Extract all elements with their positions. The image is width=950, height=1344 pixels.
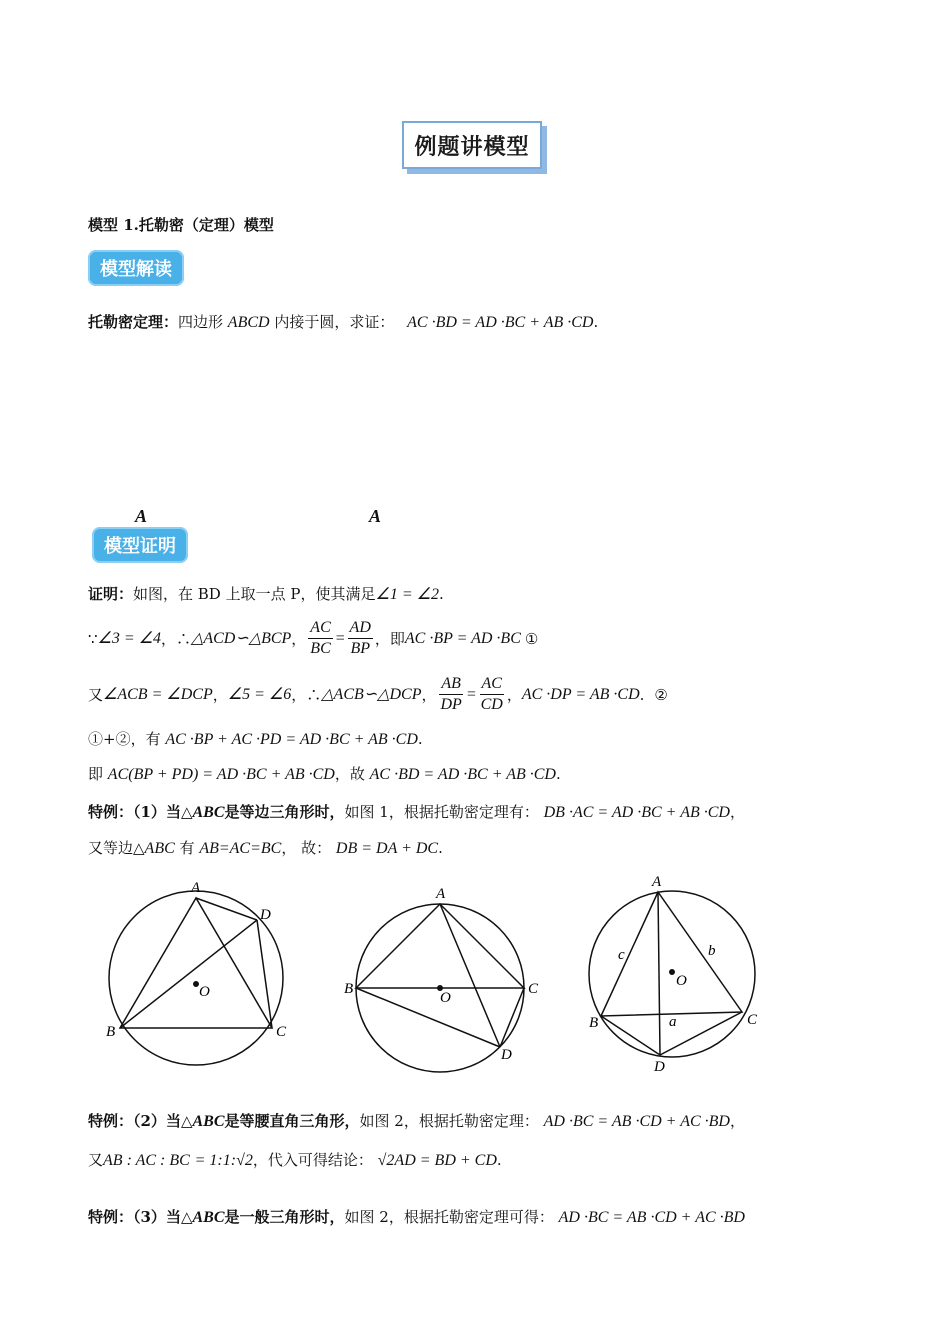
special3-text: 如图 2，根据托勒密定理可得： — [344, 1208, 554, 1226]
proof-l1-math: ∠1 = ∠2 — [375, 586, 439, 603]
proof-l1-end: . — [438, 585, 444, 603]
fig3-label-c: C — [747, 1012, 758, 1028]
special2-l2-end: . — [496, 1151, 502, 1169]
proof-l2-math2: △ACD∽△BCP — [191, 629, 292, 647]
figure-1 — [106, 880, 287, 1065]
fig3-center-dot — [669, 969, 675, 975]
fig1-circle — [109, 891, 283, 1065]
special1-formula: DB ·AC = AD ·BC + AB ·CD — [543, 804, 730, 821]
special3-formula: AD ·BC = AB ·CD + AC ·BD — [558, 1209, 745, 1226]
fraction-denominator: CD — [480, 696, 503, 713]
proof-l2-math3: AC ·BP = AD ·BC — [404, 629, 521, 647]
because-symbol: ∵ — [88, 629, 98, 648]
model-heading: 模型 1.托勒密（定理）模型 — [88, 216, 274, 234]
proof-l5-math2: AC ·BD = AD ·BC + AB ·CD — [369, 766, 556, 783]
stray-mark-2: A — [369, 506, 382, 526]
special1-l2-end: . — [438, 839, 443, 857]
special1-l2-formula: DB = DA + DC — [335, 840, 439, 857]
special2-end: ， — [729, 1112, 745, 1130]
theorem-label: 托勒密定理： — [88, 313, 179, 331]
special2-formula: AD ·BC = AB ·CD + AC ·BD — [543, 1113, 730, 1130]
theorem-formula: AC ·BD = AD ·BC + AB ·CD — [407, 314, 594, 331]
proof-label: 证明： — [88, 585, 134, 603]
section-title-box — [402, 121, 542, 169]
section-title: 例题讲模型 — [414, 134, 530, 160]
fraction-ac-bc — [308, 618, 332, 659]
special2-line-2 — [88, 1150, 502, 1171]
circled-one-mark: ① — [524, 629, 539, 648]
model-read-badge: 模型解读 — [88, 250, 184, 286]
proof-l1-text: 如图，在 BD 上取一点 P，使其满足 — [133, 585, 376, 603]
proof-l5-gu: ，故 — [334, 765, 365, 783]
fig3-label-side-c: c — [618, 947, 625, 963]
fig3-label-b: B — [589, 1015, 599, 1031]
proof-l3-sep2: ， — [421, 685, 437, 704]
theorem-line — [88, 312, 598, 333]
circled-two-mark: ② — [654, 685, 668, 704]
theorem-quad: ABCD — [227, 314, 270, 331]
special1-tri: ABC — [192, 804, 225, 821]
proof-l4-end: . — [417, 730, 423, 748]
proof-l2-therefore: ，∴ — [161, 629, 192, 648]
fig3-label-side-b: b — [708, 943, 716, 959]
proof-line-4 — [88, 729, 423, 750]
special3-cond: 是一般三角形时， — [224, 1208, 345, 1226]
proof-l3-math3: △ACB∽△DCP — [321, 685, 422, 703]
fig2-label-d: D — [501, 1047, 512, 1063]
proof-l3-math2: ∠5 = ∠6 — [227, 685, 292, 703]
fraction-ac-cd — [479, 674, 505, 715]
figure-3 — [589, 874, 758, 1075]
fig1-label-b: B — [106, 1024, 116, 1040]
proof-l5-ji: 即 — [88, 765, 104, 783]
proof-l4-text: ①+②，有 — [88, 730, 161, 748]
special2-l2-val: = 1:1:√2 — [194, 1152, 253, 1169]
special1-line-2 — [88, 838, 443, 859]
fraction-numerator: AB — [439, 674, 463, 695]
fig1-segment-bd — [120, 920, 257, 1028]
proof-line-2: ∵ ∠3 = ∠4 ，∴ △ACD∽△BCP ， $\frac{AC}{BC}$ = $\frac{AD}{BP}$ ，即 AC ·BP = AD ·BC ① — [88, 619, 539, 657]
proof-line-1 — [88, 584, 444, 605]
proof-line-5 — [88, 764, 561, 785]
proof-l5-math1: AC(BP + PD) = AD ·BC + AB ·CD — [107, 766, 335, 783]
special2-label: 特例：（2）当△ — [88, 1112, 193, 1130]
special2-l2-formula: √2AD = BD + CD — [377, 1152, 497, 1169]
fig1-label-c: C — [276, 1024, 287, 1040]
proof-l3-end: . — [639, 685, 645, 704]
fraction-denominator: DP — [440, 696, 462, 713]
special2-text: 如图 2，根据托勒密定理： — [359, 1112, 539, 1130]
fig3-segment-ad — [658, 892, 660, 1055]
fig3-label-side-a: a — [669, 1014, 677, 1030]
fraction-ab-dp — [438, 674, 463, 715]
special2-line-1 — [88, 1111, 745, 1132]
special3-tri: ABC — [192, 1209, 225, 1226]
proof-l3-sep1: ， — [212, 685, 228, 704]
proof-l3-you: 又 — [88, 685, 104, 704]
fig1-label-a: A — [191, 880, 201, 896]
proof-l4-math: AC ·BP + AC ·PD = AD ·BC + AB ·CD — [165, 731, 418, 748]
fig1-label-o: O — [199, 984, 210, 1000]
special1-line-1 — [88, 802, 745, 823]
fraction-denominator: BP — [350, 640, 370, 657]
theorem-end: . — [593, 313, 599, 331]
stray-mark-1: A — [135, 506, 148, 526]
special2-l2-a: 又 — [88, 1151, 104, 1169]
special1-label: 特例：（1）当△ — [88, 803, 193, 821]
fig1-segment-dc — [257, 920, 272, 1028]
proof-l2-sep: ， — [291, 629, 307, 648]
proof-l3-sep3: ， — [506, 685, 522, 704]
theorem-text-b: 内接于圆，求证： — [269, 313, 395, 331]
special1-l2-tri: ABC — [144, 840, 175, 857]
special1-l2-b: 有 — [174, 839, 200, 857]
proof-l3-math4: AC ·DP = AB ·CD — [521, 685, 640, 703]
special1-text: 如图 1，根据托勒密定理有： — [344, 803, 539, 821]
special2-l2-b: ，代入可得结论： — [252, 1151, 373, 1169]
special1-cond: 是等边三角形时， — [224, 803, 345, 821]
proof-line-3: 又 ∠ACB = ∠DCP ， ∠5 = ∠6 ，∴ △ACB∽△DCP ， $\frac{AB}{DP}$ = $\frac{AC}{CD}$ ， AC ·DP = AB ·CD . ② — [88, 675, 668, 713]
fig2-label-a: A — [436, 886, 446, 902]
proof-l3-math1: ∠ACB = ∠DCP — [103, 685, 213, 703]
fraction-numerator: AD — [348, 618, 373, 639]
proof-l2-math1: ∠3 = ∠4 — [97, 629, 162, 647]
special3-line-1 — [88, 1207, 745, 1228]
fig2-triangle — [356, 904, 524, 988]
special1-l2-eq: AB=AC=BC — [199, 840, 282, 857]
fraction-numerator: AC — [308, 618, 332, 639]
model-proof-badge: 模型证明 — [92, 527, 188, 563]
fraction-ad-bp — [348, 618, 373, 659]
fig3-label-a: A — [652, 874, 662, 890]
special2-tri: ABC — [192, 1113, 225, 1130]
special1-l2-a: 又等边△ — [88, 839, 145, 857]
fig2-segment-cd — [500, 988, 524, 1047]
special3-label: 特例：（3）当△ — [88, 1208, 193, 1226]
fig2-label-o: O — [440, 990, 451, 1006]
fig1-label-d: D — [260, 907, 271, 923]
fraction-numerator: AC — [480, 674, 504, 695]
special2-cond: 是等腰直角三角形， — [224, 1112, 360, 1130]
proof-l3-therefore: ，∴ — [291, 685, 322, 704]
figure-2 — [344, 886, 539, 1072]
figures-area — [0, 870, 950, 1080]
special2-l2-ratio: AB : AC : BC — [103, 1152, 190, 1169]
theorem-text-a: 四边形 — [178, 313, 228, 331]
proof-l5-end: . — [555, 765, 561, 783]
fraction-denominator: BC — [310, 640, 331, 657]
special1-l2-c: ， 故： — [281, 839, 332, 857]
fig2-label-c: C — [528, 981, 539, 997]
fig3-label-o: O — [676, 973, 687, 989]
fig3-segment-bd — [601, 1016, 660, 1055]
proof-l2-ji: ，即 — [374, 629, 405, 648]
special1-end: ， — [729, 803, 745, 821]
fig3-label-d: D — [654, 1059, 665, 1075]
fig2-label-b: B — [344, 981, 354, 997]
